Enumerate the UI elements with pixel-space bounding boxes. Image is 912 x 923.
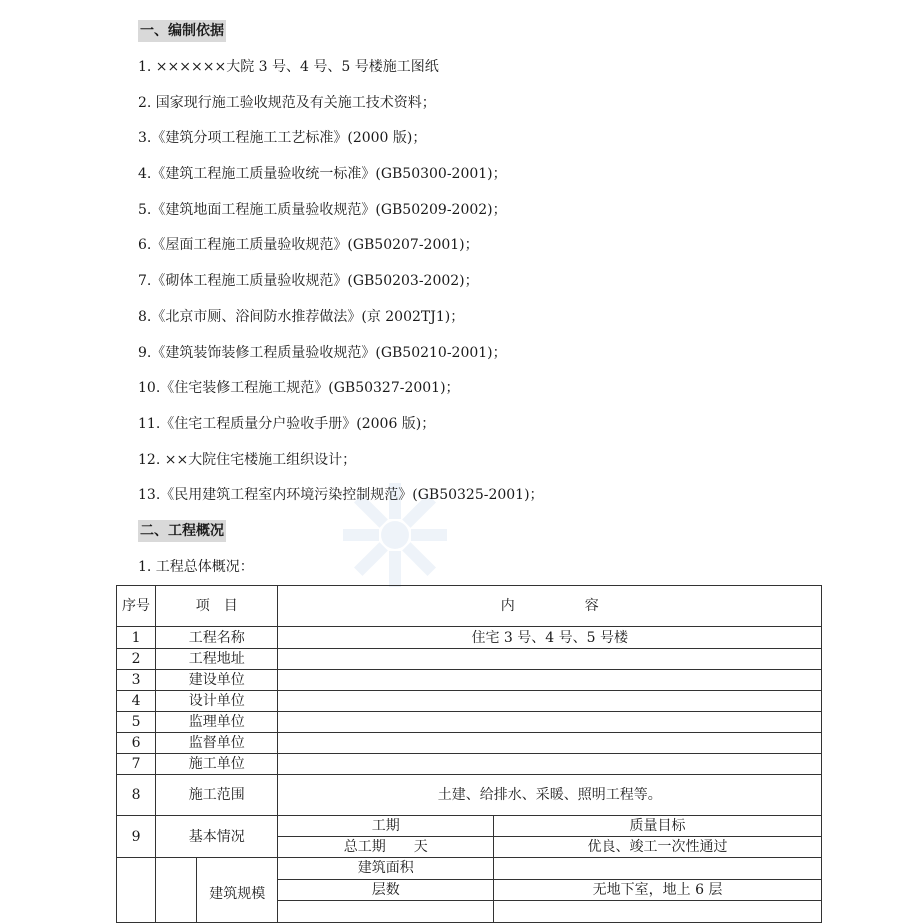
cell-item: 监督单位 — [156, 733, 278, 754]
list-item: 11.《住宅工程质量分户验收手册》(2006 版)； — [138, 415, 436, 432]
header-item: 项 目 — [156, 586, 278, 627]
cell-no: 9 — [117, 816, 156, 858]
table-row — [117, 691, 822, 712]
cell-item: 施工单位 — [156, 754, 278, 775]
table-row — [117, 754, 822, 775]
list-item: 13.《民用建筑工程室内环境污染控制规范》(GB50325-2001)； — [138, 487, 544, 504]
cell-no: 3 — [117, 670, 156, 691]
cell-no — [117, 858, 156, 923]
cell-no: 1 — [117, 627, 156, 649]
list-item: 10.《住宅装修工程施工规范》(GB50327-2001)； — [138, 380, 460, 397]
cell-no: 7 — [117, 754, 156, 775]
list-item: 7.《砌体工程施工质量验收规范》(GB50203-2002)； — [138, 273, 479, 290]
cell-group-label: 建筑规模 — [209, 886, 266, 902]
table-row — [117, 712, 822, 733]
cell-no: 2 — [117, 649, 156, 670]
header-content: 内 容 — [278, 586, 822, 627]
table-header-row — [117, 586, 822, 627]
cell-item: 工程名称 — [156, 627, 278, 649]
cell-subheader-duration: 工期 — [278, 816, 494, 837]
table-row — [117, 775, 822, 816]
cell-item: 工程地址 — [156, 649, 278, 670]
cell-item: 设计单位 — [156, 691, 278, 712]
table-row — [117, 670, 822, 691]
header-no: 序号 — [117, 586, 156, 627]
reference-list — [138, 55, 544, 519]
cell-value: 无地下室，地上 6 层 — [494, 879, 822, 901]
cell-content: 土建、给排水、采暖、照明工程等。 — [278, 775, 822, 816]
list-item: 8.《北京市厕、浴间防水推荐做法》(京 2002TJ1)； — [138, 308, 465, 325]
list-item: 5.《建筑地面工程施工质量验收规范》(GB50209-2002)； — [138, 201, 507, 218]
cell-label — [278, 901, 494, 923]
cell-content — [278, 691, 822, 712]
cell-label: 层数 — [278, 879, 494, 901]
cell-item: 监理单位 — [156, 712, 278, 733]
cell-item: 施工范围 — [156, 775, 278, 816]
table-row — [117, 733, 822, 754]
cell-no: 4 — [117, 691, 156, 712]
list-item: 4.《建筑工程施工质量验收统一标准》(GB50300-2001)； — [138, 166, 507, 183]
table-row — [117, 649, 822, 670]
cell-content: 住宅 3 号、4 号、5 号楼 — [278, 627, 822, 649]
cell-duration-value: 总工期 天 — [278, 837, 494, 858]
cell-label: 建筑面积 — [278, 858, 494, 880]
list-item: 3.《建筑分项工程施工工艺标准》(2000 版)； — [138, 130, 427, 147]
cell-quality-value: 优良、竣工一次性通过 — [494, 837, 822, 858]
cell-content — [278, 733, 822, 754]
table-row — [117, 816, 822, 837]
cell-value — [494, 901, 822, 923]
cell-no: 5 — [117, 712, 156, 733]
list-item: 2. 国家现行施工验收规范及有关施工技术资料； — [138, 94, 436, 111]
cell-no: 6 — [117, 733, 156, 754]
list-item: 12. ××大院住宅楼施工组织设计； — [138, 451, 357, 468]
section-heading-basis: 一、编制依据 — [138, 20, 226, 42]
table-row — [117, 858, 822, 880]
list-item: 1. ××××××大院 3 号、4 号、5 号楼施工图纸 — [138, 59, 439, 75]
list-item: 9.《建筑装饰装修工程质量验收规范》(GB50210-2001)； — [138, 344, 507, 361]
cell-no: 8 — [117, 775, 156, 816]
cell-content — [278, 754, 822, 775]
cell-subheader-quality: 质量目标 — [494, 816, 822, 837]
cell-content — [278, 712, 822, 733]
cell-content — [278, 649, 822, 670]
overview-table — [116, 585, 822, 923]
cell-item-split — [156, 858, 278, 923]
cell-item: 建设单位 — [156, 670, 278, 691]
cell-value — [494, 858, 822, 880]
cell-content — [278, 670, 822, 691]
table-row — [117, 627, 822, 649]
list-item: 6.《屋面工程施工质量验收规范》(GB50207-2001)； — [138, 237, 479, 254]
cell-item: 基本情况 — [156, 816, 278, 858]
subsection-title: 1. 工程总体概况： — [138, 559, 254, 575]
section-heading-overview: 二、工程概况 — [138, 520, 226, 542]
